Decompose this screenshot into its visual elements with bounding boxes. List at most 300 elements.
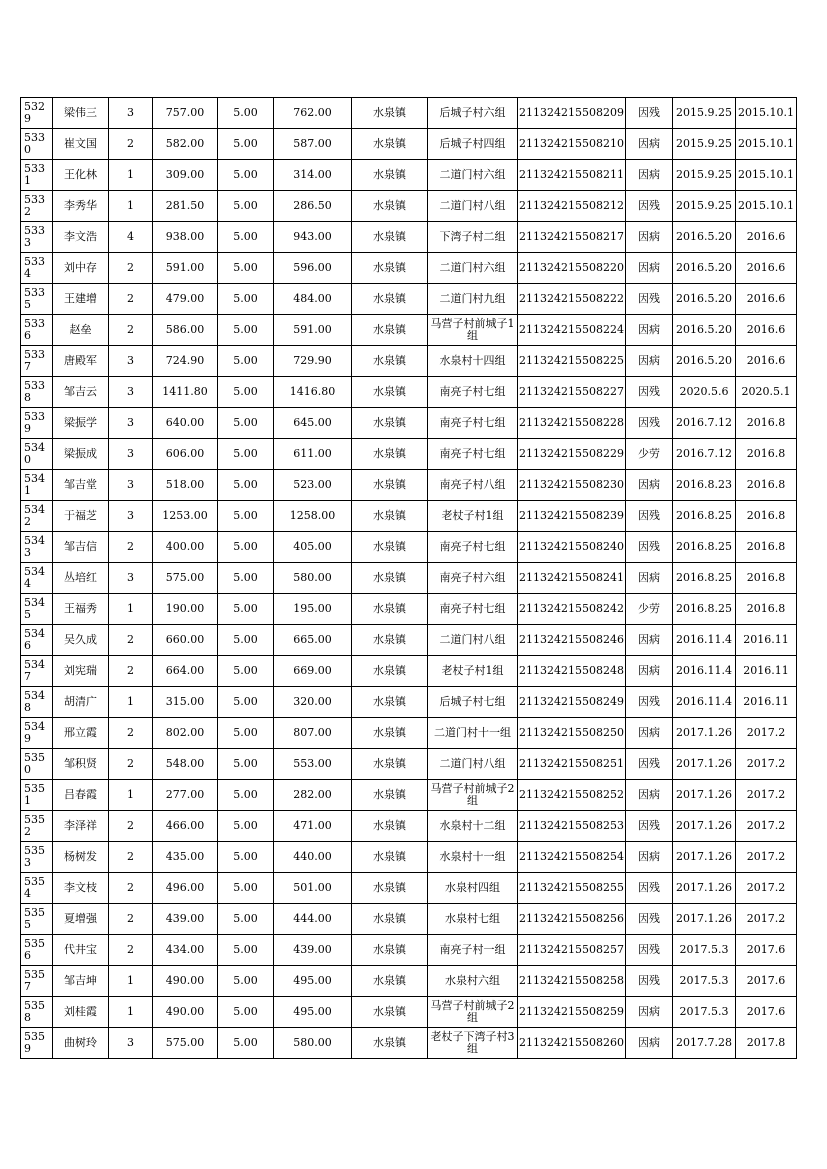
approval-date-cell: 2016.8.25	[673, 594, 736, 625]
reason-cell: 因病	[626, 563, 673, 594]
town-cell: 水泉镇	[352, 377, 428, 408]
addition-cell: 5.00	[218, 284, 274, 315]
serial-cell: 5358	[21, 997, 53, 1028]
start-date-cell: 2017.6	[736, 966, 797, 997]
total-amount-cell: 665.00	[274, 625, 352, 656]
serial-cell: 5337	[21, 346, 53, 377]
name-cell: 梁振成	[53, 439, 109, 470]
relief-roster-table	[20, 97, 797, 1059]
household-size-cell: 1	[109, 687, 153, 718]
name-cell: 唐殿军	[53, 346, 109, 377]
village-cell: 水泉村十一组	[428, 842, 518, 873]
table-row	[21, 191, 797, 222]
id-number-cell: 211324215508259	[518, 997, 626, 1028]
approval-date-cell: 2015.9.25	[673, 160, 736, 191]
household-size-cell: 2	[109, 656, 153, 687]
total-amount-cell: 762.00	[274, 98, 352, 129]
reason-cell: 因病	[626, 780, 673, 811]
household-size-cell: 2	[109, 904, 153, 935]
start-date-cell: 2015.10.1	[736, 129, 797, 160]
household-size-cell: 2	[109, 253, 153, 284]
base-amount-cell: 575.00	[153, 1028, 218, 1059]
approval-date-cell: 2017.1.26	[673, 718, 736, 749]
serial-cell: 5345	[21, 594, 53, 625]
start-date-cell: 2016.6	[736, 284, 797, 315]
approval-date-cell: 2020.5.6	[673, 377, 736, 408]
addition-cell: 5.00	[218, 873, 274, 904]
household-size-cell: 3	[109, 377, 153, 408]
reason-cell: 因病	[626, 160, 673, 191]
base-amount-cell: 315.00	[153, 687, 218, 718]
serial-cell: 5348	[21, 687, 53, 718]
reason-cell: 少劳	[626, 594, 673, 625]
household-size-cell: 3	[109, 1028, 153, 1059]
base-amount-cell: 281.50	[153, 191, 218, 222]
village-cell: 南亮子村一组	[428, 935, 518, 966]
id-number-cell: 211324215508250	[518, 718, 626, 749]
addition-cell: 5.00	[218, 749, 274, 780]
addition-cell: 5.00	[218, 997, 274, 1028]
village-cell: 南亮子村八组	[428, 470, 518, 501]
reason-cell: 因病	[626, 346, 673, 377]
base-amount-cell: 591.00	[153, 253, 218, 284]
total-amount-cell: 286.50	[274, 191, 352, 222]
town-cell: 水泉镇	[352, 191, 428, 222]
name-cell: 刘宪瑞	[53, 656, 109, 687]
town-cell: 水泉镇	[352, 749, 428, 780]
town-cell: 水泉镇	[352, 408, 428, 439]
addition-cell: 5.00	[218, 966, 274, 997]
name-cell: 赵垒	[53, 315, 109, 346]
name-cell: 李文枝	[53, 873, 109, 904]
start-date-cell: 2016.11	[736, 656, 797, 687]
household-size-cell: 1	[109, 191, 153, 222]
village-cell: 马营子村前城子2组	[428, 997, 518, 1028]
approval-date-cell: 2016.5.20	[673, 253, 736, 284]
addition-cell: 5.00	[218, 935, 274, 966]
town-cell: 水泉镇	[352, 904, 428, 935]
table-row	[21, 904, 797, 935]
total-amount-cell: 444.00	[274, 904, 352, 935]
name-cell: 吕春霞	[53, 780, 109, 811]
base-amount-cell: 400.00	[153, 532, 218, 563]
table-row	[21, 656, 797, 687]
start-date-cell: 2016.8	[736, 501, 797, 532]
total-amount-cell: 484.00	[274, 284, 352, 315]
household-size-cell: 3	[109, 501, 153, 532]
serial-cell: 5347	[21, 656, 53, 687]
total-amount-cell: 553.00	[274, 749, 352, 780]
name-cell: 崔文国	[53, 129, 109, 160]
table-row	[21, 625, 797, 656]
addition-cell: 5.00	[218, 594, 274, 625]
village-cell: 二道门村八组	[428, 625, 518, 656]
start-date-cell: 2017.2	[736, 811, 797, 842]
id-number-cell: 211324215508242	[518, 594, 626, 625]
table-row	[21, 935, 797, 966]
table-row	[21, 873, 797, 904]
household-size-cell: 2	[109, 749, 153, 780]
id-number-cell: 211324215508258	[518, 966, 626, 997]
total-amount-cell: 611.00	[274, 439, 352, 470]
base-amount-cell: 435.00	[153, 842, 218, 873]
start-date-cell: 2017.2	[736, 780, 797, 811]
table-row	[21, 284, 797, 315]
reason-cell: 因残	[626, 377, 673, 408]
start-date-cell: 2017.2	[736, 718, 797, 749]
total-amount-cell: 580.00	[274, 563, 352, 594]
approval-date-cell: 2016.7.12	[673, 439, 736, 470]
name-cell: 邹吉云	[53, 377, 109, 408]
household-size-cell: 2	[109, 129, 153, 160]
village-cell: 下湾子村二组	[428, 222, 518, 253]
village-cell: 老杖子下湾子村3组	[428, 1028, 518, 1059]
addition-cell: 5.00	[218, 501, 274, 532]
start-date-cell: 2016.6	[736, 222, 797, 253]
household-size-cell: 1	[109, 594, 153, 625]
addition-cell: 5.00	[218, 780, 274, 811]
serial-cell: 5329	[21, 98, 53, 129]
name-cell: 王化林	[53, 160, 109, 191]
name-cell: 吴久成	[53, 625, 109, 656]
name-cell: 邹吉堂	[53, 470, 109, 501]
start-date-cell: 2016.8	[736, 439, 797, 470]
id-number-cell: 211324215508229	[518, 439, 626, 470]
serial-cell: 5334	[21, 253, 53, 284]
table-row	[21, 997, 797, 1028]
town-cell: 水泉镇	[352, 780, 428, 811]
total-amount-cell: 1416.80	[274, 377, 352, 408]
name-cell: 胡清广	[53, 687, 109, 718]
name-cell: 邹吉信	[53, 532, 109, 563]
serial-cell: 5356	[21, 935, 53, 966]
town-cell: 水泉镇	[352, 873, 428, 904]
base-amount-cell: 490.00	[153, 966, 218, 997]
approval-date-cell: 2017.1.26	[673, 749, 736, 780]
base-amount-cell: 802.00	[153, 718, 218, 749]
base-amount-cell: 277.00	[153, 780, 218, 811]
name-cell: 夏增强	[53, 904, 109, 935]
id-number-cell: 211324215508249	[518, 687, 626, 718]
id-number-cell: 211324215508220	[518, 253, 626, 284]
base-amount-cell: 1253.00	[153, 501, 218, 532]
reason-cell: 因病	[626, 470, 673, 501]
town-cell: 水泉镇	[352, 222, 428, 253]
reason-cell: 因残	[626, 532, 673, 563]
household-size-cell: 3	[109, 439, 153, 470]
approval-date-cell: 2016.8.25	[673, 563, 736, 594]
base-amount-cell: 496.00	[153, 873, 218, 904]
household-size-cell: 3	[109, 563, 153, 594]
table-row	[21, 532, 797, 563]
serial-cell: 5341	[21, 470, 53, 501]
reason-cell: 因残	[626, 501, 673, 532]
total-amount-cell: 580.00	[274, 1028, 352, 1059]
id-number-cell: 211324215508252	[518, 780, 626, 811]
village-cell: 水泉村七组	[428, 904, 518, 935]
village-cell: 二道门村六组	[428, 253, 518, 284]
start-date-cell: 2017.6	[736, 997, 797, 1028]
village-cell: 后城子村四组	[428, 129, 518, 160]
base-amount-cell: 479.00	[153, 284, 218, 315]
id-number-cell: 211324215508224	[518, 315, 626, 346]
addition-cell: 5.00	[218, 656, 274, 687]
table-row	[21, 98, 797, 129]
addition-cell: 5.00	[218, 98, 274, 129]
start-date-cell: 2015.10.1	[736, 98, 797, 129]
table-row	[21, 160, 797, 191]
base-amount-cell: 582.00	[153, 129, 218, 160]
approval-date-cell: 2016.11.4	[673, 656, 736, 687]
town-cell: 水泉镇	[352, 129, 428, 160]
town-cell: 水泉镇	[352, 284, 428, 315]
approval-date-cell: 2017.5.3	[673, 935, 736, 966]
town-cell: 水泉镇	[352, 563, 428, 594]
reason-cell: 因残	[626, 873, 673, 904]
base-amount-cell: 434.00	[153, 935, 218, 966]
base-amount-cell: 606.00	[153, 439, 218, 470]
start-date-cell: 2017.6	[736, 935, 797, 966]
name-cell: 李文浩	[53, 222, 109, 253]
household-size-cell: 4	[109, 222, 153, 253]
reason-cell: 因病	[626, 656, 673, 687]
household-size-cell: 2	[109, 842, 153, 873]
serial-cell: 5359	[21, 1028, 53, 1059]
total-amount-cell: 729.90	[274, 346, 352, 377]
table-row	[21, 129, 797, 160]
start-date-cell: 2016.11	[736, 687, 797, 718]
addition-cell: 5.00	[218, 718, 274, 749]
id-number-cell: 211324215508211	[518, 160, 626, 191]
household-size-cell: 1	[109, 160, 153, 191]
household-size-cell: 3	[109, 408, 153, 439]
household-size-cell: 2	[109, 873, 153, 904]
town-cell: 水泉镇	[352, 811, 428, 842]
town-cell: 水泉镇	[352, 470, 428, 501]
town-cell: 水泉镇	[352, 656, 428, 687]
id-number-cell: 211324215508260	[518, 1028, 626, 1059]
serial-cell: 5336	[21, 315, 53, 346]
table-row	[21, 377, 797, 408]
name-cell: 代井宝	[53, 935, 109, 966]
village-cell: 南亮子村七组	[428, 439, 518, 470]
name-cell: 梁伟三	[53, 98, 109, 129]
approval-date-cell: 2016.8.25	[673, 532, 736, 563]
household-size-cell: 1	[109, 997, 153, 1028]
name-cell: 丛培红	[53, 563, 109, 594]
start-date-cell: 2017.8	[736, 1028, 797, 1059]
total-amount-cell: 807.00	[274, 718, 352, 749]
table-row	[21, 439, 797, 470]
table-row	[21, 842, 797, 873]
id-number-cell: 211324215508228	[518, 408, 626, 439]
name-cell: 李秀华	[53, 191, 109, 222]
addition-cell: 5.00	[218, 191, 274, 222]
addition-cell: 5.00	[218, 687, 274, 718]
total-amount-cell: 439.00	[274, 935, 352, 966]
serial-cell: 5331	[21, 160, 53, 191]
total-amount-cell: 471.00	[274, 811, 352, 842]
table-row	[21, 687, 797, 718]
serial-cell: 5352	[21, 811, 53, 842]
approval-date-cell: 2017.1.26	[673, 873, 736, 904]
serial-cell: 5353	[21, 842, 53, 873]
reason-cell: 因残	[626, 749, 673, 780]
addition-cell: 5.00	[218, 222, 274, 253]
id-number-cell: 211324215508248	[518, 656, 626, 687]
id-number-cell: 211324215508251	[518, 749, 626, 780]
base-amount-cell: 757.00	[153, 98, 218, 129]
town-cell: 水泉镇	[352, 346, 428, 377]
addition-cell: 5.00	[218, 253, 274, 284]
table-row	[21, 780, 797, 811]
addition-cell: 5.00	[218, 842, 274, 873]
total-amount-cell: 495.00	[274, 997, 352, 1028]
total-amount-cell: 195.00	[274, 594, 352, 625]
id-number-cell: 211324215508225	[518, 346, 626, 377]
reason-cell: 因残	[626, 904, 673, 935]
total-amount-cell: 320.00	[274, 687, 352, 718]
serial-cell: 5333	[21, 222, 53, 253]
approval-date-cell: 2016.5.20	[673, 222, 736, 253]
base-amount-cell: 439.00	[153, 904, 218, 935]
village-cell: 水泉村六组	[428, 966, 518, 997]
total-amount-cell: 495.00	[274, 966, 352, 997]
start-date-cell: 2017.2	[736, 749, 797, 780]
town-cell: 水泉镇	[352, 160, 428, 191]
village-cell: 二道门村十一组	[428, 718, 518, 749]
serial-cell: 5357	[21, 966, 53, 997]
total-amount-cell: 501.00	[274, 873, 352, 904]
addition-cell: 5.00	[218, 129, 274, 160]
base-amount-cell: 640.00	[153, 408, 218, 439]
name-cell: 李泽祥	[53, 811, 109, 842]
serial-cell: 5343	[21, 532, 53, 563]
table-row	[21, 408, 797, 439]
id-number-cell: 211324215508246	[518, 625, 626, 656]
approval-date-cell: 2016.5.20	[673, 284, 736, 315]
serial-cell: 5332	[21, 191, 53, 222]
approval-date-cell: 2017.5.3	[673, 997, 736, 1028]
addition-cell: 5.00	[218, 346, 274, 377]
id-number-cell: 211324215508239	[518, 501, 626, 532]
total-amount-cell: 405.00	[274, 532, 352, 563]
household-size-cell: 3	[109, 98, 153, 129]
addition-cell: 5.00	[218, 563, 274, 594]
table-row	[21, 346, 797, 377]
id-number-cell: 211324215508217	[518, 222, 626, 253]
serial-cell: 5349	[21, 718, 53, 749]
id-number-cell: 211324215508256	[518, 904, 626, 935]
serial-cell: 5340	[21, 439, 53, 470]
reason-cell: 因病	[626, 625, 673, 656]
serial-cell: 5346	[21, 625, 53, 656]
town-cell: 水泉镇	[352, 501, 428, 532]
serial-cell: 5355	[21, 904, 53, 935]
table-row	[21, 811, 797, 842]
start-date-cell: 2017.2	[736, 842, 797, 873]
reason-cell: 少劳	[626, 439, 673, 470]
addition-cell: 5.00	[218, 625, 274, 656]
name-cell: 邹积贤	[53, 749, 109, 780]
serial-cell: 5354	[21, 873, 53, 904]
approval-date-cell: 2015.9.25	[673, 98, 736, 129]
household-size-cell: 1	[109, 966, 153, 997]
table-row	[21, 718, 797, 749]
id-number-cell: 211324215508209	[518, 98, 626, 129]
name-cell: 邢立霞	[53, 718, 109, 749]
town-cell: 水泉镇	[352, 842, 428, 873]
village-cell: 二道门村六组	[428, 160, 518, 191]
approval-date-cell: 2017.1.26	[673, 842, 736, 873]
base-amount-cell: 938.00	[153, 222, 218, 253]
start-date-cell: 2016.6	[736, 253, 797, 284]
total-amount-cell: 1258.00	[274, 501, 352, 532]
name-cell: 于福芝	[53, 501, 109, 532]
table-row	[21, 222, 797, 253]
total-amount-cell: 314.00	[274, 160, 352, 191]
household-size-cell: 2	[109, 315, 153, 346]
table-row	[21, 966, 797, 997]
village-cell: 后城子村七组	[428, 687, 518, 718]
name-cell: 刘中存	[53, 253, 109, 284]
reason-cell: 因病	[626, 997, 673, 1028]
addition-cell: 5.00	[218, 532, 274, 563]
town-cell: 水泉镇	[352, 625, 428, 656]
approval-date-cell: 2016.11.4	[673, 687, 736, 718]
reason-cell: 因病	[626, 253, 673, 284]
approval-date-cell: 2016.8.25	[673, 501, 736, 532]
start-date-cell: 2016.8	[736, 594, 797, 625]
village-cell: 二道门村九组	[428, 284, 518, 315]
addition-cell: 5.00	[218, 315, 274, 346]
village-cell: 老杖子村1组	[428, 656, 518, 687]
village-cell: 马营子村前城子2组	[428, 780, 518, 811]
total-amount-cell: 943.00	[274, 222, 352, 253]
start-date-cell: 2016.8	[736, 408, 797, 439]
reason-cell: 因残	[626, 687, 673, 718]
addition-cell: 5.00	[218, 408, 274, 439]
approval-date-cell: 2016.5.20	[673, 315, 736, 346]
name-cell: 刘桂霞	[53, 997, 109, 1028]
addition-cell: 5.00	[218, 160, 274, 191]
table-row	[21, 594, 797, 625]
base-amount-cell: 518.00	[153, 470, 218, 501]
addition-cell: 5.00	[218, 1028, 274, 1059]
approval-date-cell: 2017.1.26	[673, 904, 736, 935]
reason-cell: 因病	[626, 222, 673, 253]
id-number-cell: 211324215508241	[518, 563, 626, 594]
table-row	[21, 253, 797, 284]
total-amount-cell: 596.00	[274, 253, 352, 284]
village-cell: 南亮子村六组	[428, 563, 518, 594]
town-cell: 水泉镇	[352, 439, 428, 470]
approval-date-cell: 2017.5.3	[673, 966, 736, 997]
base-amount-cell: 724.90	[153, 346, 218, 377]
start-date-cell: 2016.8	[736, 532, 797, 563]
household-size-cell: 2	[109, 284, 153, 315]
village-cell: 南亮子村七组	[428, 408, 518, 439]
id-number-cell: 211324215508240	[518, 532, 626, 563]
base-amount-cell: 575.00	[153, 563, 218, 594]
base-amount-cell: 190.00	[153, 594, 218, 625]
id-number-cell: 211324215508230	[518, 470, 626, 501]
approval-date-cell: 2017.7.28	[673, 1028, 736, 1059]
village-cell: 后城子村六组	[428, 98, 518, 129]
total-amount-cell: 587.00	[274, 129, 352, 160]
total-amount-cell: 591.00	[274, 315, 352, 346]
total-amount-cell: 282.00	[274, 780, 352, 811]
